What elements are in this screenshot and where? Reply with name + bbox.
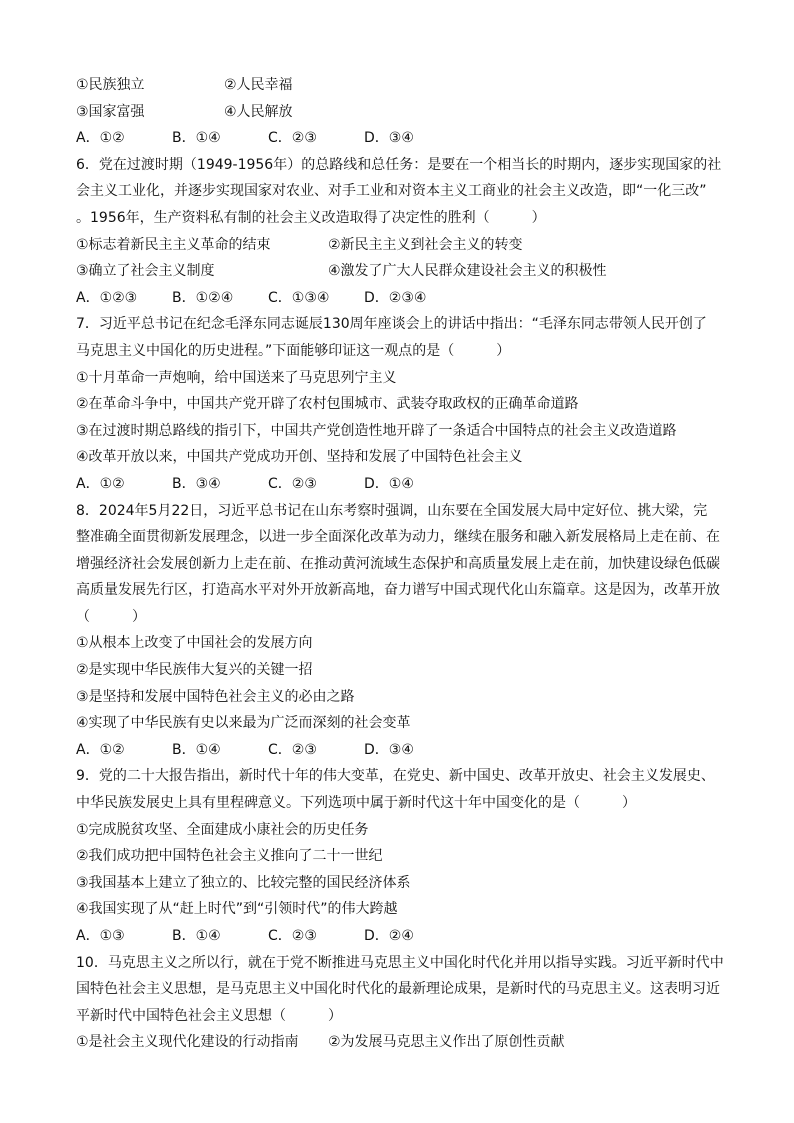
q9-stem-line-2: 中华民族发展史上具有里程碑意义。下列选项中属于新时代这十年中国变化的是（ ）	[76, 795, 636, 812]
q5-answer-b: B．①④	[172, 130, 221, 147]
q9-option-2: ②我们成功把中国特色社会主义推向了二十一世纪	[76, 848, 383, 865]
q8-answer-a: A．①②	[76, 741, 125, 758]
q8-option-1: ①从根本上改变了中国社会的发展方向	[76, 635, 313, 652]
q7-option-1: ①十月革命一声炮响，给中国送来了马克思列宁主义	[76, 369, 397, 386]
q6-stem-line-2: 会主义工业化，并逐步实现国家对农业、对手工业和对资本主义工商业的社会主义改造，即“一化三改”	[76, 183, 707, 200]
q7-answers	[76, 471, 718, 498]
q7-stem-line-1: 7．习近平总书记在纪念毛泽东同志诞辰130周年座谈会上的讲话中指出：“毛泽东同志带领人民开创了	[76, 316, 707, 333]
q7-stem-line-2: 马克思主义中国化的历史进程。”下面能够印证这一观点的是（ ）	[76, 342, 511, 359]
q8-stem	[76, 498, 718, 631]
q9-answer-b: B．①④	[172, 928, 221, 944]
q8-option-4: ④实现了中华民族有史以来最为广泛而深刻的社会变革	[76, 715, 411, 732]
q9-answer-d: D．②④	[364, 928, 414, 944]
q6-options-row-2	[76, 258, 718, 285]
q5-answer-a: A．①②	[76, 130, 125, 147]
q5-options-row-1	[76, 72, 718, 99]
q10-stem-line-1: 10．马克思主义之所以行，就在于党不断推进马克思主义中国化时代化并用以指导实践。习近平新时代中	[76, 954, 724, 971]
q10-options-row-1	[76, 1029, 718, 1056]
q7-answer-d: D．①④	[364, 475, 414, 492]
q6-options-row-1	[76, 232, 718, 259]
q5-option-4: ④人民解放	[224, 103, 293, 120]
q8-stem-line-1: 8．2024年5月22日，习近平总书记在山东考察时强调，山东要在全国发展大局中定好位、挑大梁，完	[76, 502, 708, 519]
q8-answer-c: C．②③	[268, 741, 317, 758]
q9-option-3: ③我国基本上建立了独立的、比较完整的国民经济体系	[76, 874, 411, 891]
q10-stem	[76, 950, 724, 1030]
q5-answers	[76, 125, 718, 152]
q9-stem	[76, 763, 718, 816]
q7-option-3: ③在过渡时期总路线的指引下，中国共产党创造性地开辟了一条适合中国特点的社会主义改造道路	[76, 422, 677, 439]
q6-option-2: ②新民主主义到社会主义的转变	[328, 236, 523, 253]
q6-option-4: ④激发了广大人民群众建设社会主义的积极性	[328, 263, 607, 280]
q8-answer-b: B．①④	[172, 741, 221, 758]
q6-answer-b: B．①②④	[172, 289, 234, 306]
q6-answers	[76, 285, 718, 312]
q6-stem-line-1: 6．党在过渡时期（1949-1956年）的总路线和总任务：是要在一个相当长的时期内，逐步实现国家的社	[76, 156, 722, 173]
q7-stem	[76, 311, 718, 364]
q7-answer-a: A．①②	[76, 475, 125, 492]
q7-answer-c: C．②③	[268, 475, 317, 492]
q9-answer-c: C．②③	[268, 928, 317, 944]
q8-option-2: ②是实现中华民族伟大复兴的关键一招	[76, 662, 313, 679]
q6-stem	[76, 152, 722, 232]
q7-option-4: ④改革开放以来，中国共产党成功开创、坚持和发展了中国特色社会主义	[76, 449, 523, 466]
q9-option-1: ①完成脱贫攻坚、全面建成小康社会的历史任务	[76, 821, 369, 838]
q10-option-2: ②为发展马克思主义作出了原创性贡献	[328, 1034, 565, 1051]
q5-option-3: ③国家富强	[76, 103, 145, 120]
q6-answer-a: A．①②③	[76, 289, 138, 306]
q5-options-row-2	[76, 99, 718, 126]
q8-answer-d: D．③④	[364, 741, 414, 758]
q6-answer-c: C．①③④	[268, 289, 330, 306]
q9-answer-a: A．①③	[76, 928, 125, 944]
q5-option-2: ②人民幸福	[224, 77, 293, 93]
q8-stem-line-2: 整准确全面贯彻新发展理念，以进一步全面深化改革为动力，继续在服务和融入新发展格局上走在前、在	[76, 529, 720, 546]
q6-option-3: ③确立了社会主义制度	[76, 263, 215, 280]
q8-option-3: ③是坚持和发展中国特色社会主义的必由之路	[76, 688, 355, 705]
q5-option-1: ①民族独立	[76, 77, 145, 93]
q5-answer-d: D．③④	[364, 130, 414, 147]
q9-stem-line-1: 9．党的二十大报告指出，新时代十年的伟大变革，在党史、新中国史、改革开放史、社会主义发展史、	[76, 768, 715, 785]
q9-answers	[76, 923, 718, 950]
q8-stem-line-5: （ ）	[76, 608, 146, 625]
q8-stem-line-4: 高质量发展先行区，打造高水平对外开放新高地，奋力谱写中国式现代化山东篇章。这是因为，改革开放	[76, 582, 720, 599]
q7-option-2: ②在革命斗争中，中国共产党开辟了农村包围城市、武装夺取政权的正确革命道路	[76, 396, 579, 413]
q6-answer-d: D．②③④	[364, 289, 427, 306]
q6-option-1: ①标志着新民主主义革命的结束	[76, 236, 271, 253]
q8-stem-line-3: 增强经济社会发展创新力上走在前、在推动黄河流域生态保护和高质量发展上走在前，加快建设绿色低碳	[76, 555, 720, 572]
q8-answers	[76, 737, 718, 764]
q6-stem-line-3: 。1956年，生产资料私有制的社会主义改造取得了决定性的胜利（ ）	[76, 209, 546, 226]
q5-answer-c: C．②③	[268, 130, 317, 147]
q10-stem-line-3: 平新时代中国特色社会主义思想（ ）	[76, 1007, 342, 1024]
q10-stem-line-2: 国特色社会主义思想，是马克思主义中国化时代化的最新理论成果，是新时代的马克思主义。这表明习近	[76, 981, 720, 998]
q10-option-1: ①是社会主义现代化建设的行动指南	[76, 1034, 299, 1051]
q9-option-4: ④我国实现了从“赶上时代”到“引领时代”的伟大跨越	[76, 901, 398, 918]
q7-answer-b: B．③④	[172, 475, 221, 492]
